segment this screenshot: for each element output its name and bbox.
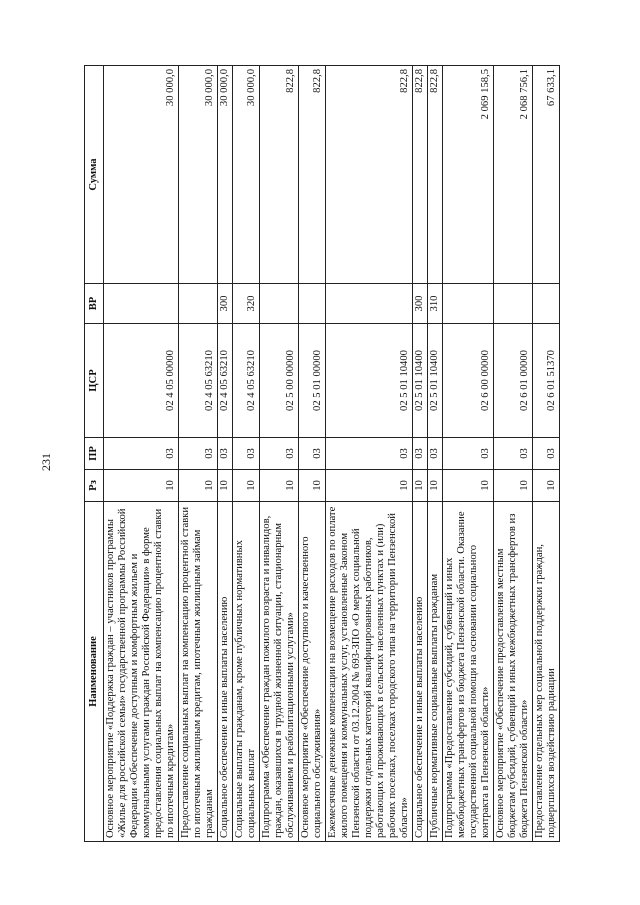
table-row (218, 66, 233, 842)
cell-name: Основное мероприятие «Поддержка граждан – участников программы «Жилье для российской семьи» государственной программы Российской Федерации «Обеспечение доступным и комфортным жильем и коммунальными услугами граждан Российской Федерации» в форме предоставления социальных выплат на компенсацию процентной ставки по ипотечным кредитам» (104, 502, 179, 842)
cell-rz: 10 (104, 470, 179, 502)
table-row (533, 66, 560, 842)
cell-rz: 10 (428, 470, 443, 502)
cell-name: Публичные нормативные социальные выплаты гражданам (428, 502, 443, 842)
cell-pr: 03 (179, 438, 218, 470)
table-row (494, 66, 533, 842)
cell-pr: 03 (494, 438, 533, 470)
cell-csr: 02 4 05 63210 (179, 324, 218, 438)
cell-pr: 03 (428, 438, 443, 470)
cell-pr: 03 (233, 438, 260, 470)
cell-sum: 822,8 (413, 66, 428, 284)
table-row (299, 66, 326, 842)
cell-vr (494, 284, 533, 324)
cell-rz: 10 (179, 470, 218, 502)
cell-csr: 02 4 05 63210 (233, 324, 260, 438)
header-csr: ЦСР (85, 324, 104, 438)
cell-pr: 03 (299, 438, 326, 470)
table-row (443, 66, 494, 842)
cell-csr: 02 5 01 10400 (428, 324, 443, 438)
cell-sum: 822,8 (299, 66, 326, 284)
cell-vr (260, 284, 299, 324)
cell-sum: 30 000,0 (104, 66, 179, 284)
header-vr: ВР (85, 284, 104, 324)
table-body (104, 66, 560, 842)
cell-sum: 67 633,1 (533, 66, 560, 284)
header-sum: Сумма (85, 66, 104, 284)
cell-vr (179, 284, 218, 324)
cell-sum: 2 069 158,5 (443, 66, 494, 284)
cell-sum: 822,8 (260, 66, 299, 284)
cell-name: Социальное обеспечение и иные выплаты населению (413, 502, 428, 842)
cell-csr: 02 6 01 51370 (533, 324, 560, 438)
cell-name: Основное мероприятие «Обеспечение доступного и качественного социального обслуживания» (299, 502, 326, 842)
cell-sum: 822,8 (326, 66, 413, 284)
header-rz: Рз (85, 470, 104, 502)
cell-sum: 30 000,0 (233, 66, 260, 284)
cell-vr: 310 (428, 284, 443, 324)
cell-vr (299, 284, 326, 324)
cell-csr: 02 5 01 10400 (413, 324, 428, 438)
cell-vr (443, 284, 494, 324)
cell-vr (326, 284, 413, 324)
cell-csr: 02 5 01 10400 (326, 324, 413, 438)
cell-vr: 300 (218, 284, 233, 324)
cell-name: Ежемесячные денежные компенсации на возмещение расходов по оплате жилого помещения и коммунальных услуг, установленные Законом Пензенской области от 03.12.2004 № 693-ЗПО «О мерах социальной поддержки отдельных категорий квалифицированных работников, работающих и проживающих в сельских населенных пунктах и (или) рабочих поселках, поселках городского типа на территории Пензенской области» (326, 502, 413, 842)
cell-rz: 10 (533, 470, 560, 502)
cell-sum: 822,8 (428, 66, 443, 284)
cell-name: Социальное обеспечение и иные выплаты населению (218, 502, 233, 842)
cell-pr: 03 (326, 438, 413, 470)
table-row (179, 66, 218, 842)
cell-name: Основное мероприятие «Обеспечение предоставления местным бюджетам субсидий, субвенций и иных межбюджетных трансфертов из бюджета Пензенской области» (494, 502, 533, 842)
cell-pr: 03 (218, 438, 233, 470)
table-row (260, 66, 299, 842)
cell-vr: 320 (233, 284, 260, 324)
cell-sum: 2 068 756,1 (494, 66, 533, 284)
cell-rz: 10 (299, 470, 326, 502)
cell-name: Подпрограмма «Обеспечение граждан пожилого возраста и инвалидов, граждан, оказавшихся в трудной жизненной ситуации, стационарным обслуживанием и реабилитационными услугами» (260, 502, 299, 842)
cell-pr: 03 (104, 438, 179, 470)
cell-csr: 02 4 05 63210 (218, 324, 233, 438)
cell-rz: 10 (443, 470, 494, 502)
cell-name: Предоставление отдельных мер социальной поддержки граждан, подвергшихся воздействию радиации (533, 502, 560, 842)
cell-pr: 03 (443, 438, 494, 470)
cell-rz: 10 (413, 470, 428, 502)
cell-pr: 03 (260, 438, 299, 470)
rotated-table-frame (84, 66, 557, 842)
budget-table (84, 65, 560, 842)
cell-vr (533, 284, 560, 324)
table-row (104, 66, 179, 842)
cell-sum: 30 000,0 (218, 66, 233, 284)
cell-csr: 02 5 00 00000 (260, 324, 299, 438)
cell-sum: 30 000,0 (179, 66, 218, 284)
cell-rz: 10 (218, 470, 233, 502)
cell-pr: 03 (413, 438, 428, 470)
cell-rz: 10 (494, 470, 533, 502)
cell-vr: 300 (413, 284, 428, 324)
cell-vr (104, 284, 179, 324)
cell-rz: 10 (233, 470, 260, 502)
page-number: 231 (39, 453, 53, 471)
cell-csr: 02 6 01 00000 (494, 324, 533, 438)
header-name: Наименование (85, 502, 104, 842)
table-row (326, 66, 413, 842)
cell-name: Социальные выплаты гражданам, кроме публичных нормативных социальных выплат (233, 502, 260, 842)
cell-rz: 10 (326, 470, 413, 502)
header-pr: ПР (85, 438, 104, 470)
cell-csr: 02 6 00 00000 (443, 324, 494, 438)
cell-rz: 10 (260, 470, 299, 502)
cell-csr: 02 4 05 00000 (104, 324, 179, 438)
cell-name: Предоставление социальных выплат на компенсацию процентной ставки по ипотечным жилищным кредитам, ипотечным жилищным займам гражданам (179, 502, 218, 842)
cell-csr: 02 5 01 00000 (299, 324, 326, 438)
cell-pr: 03 (533, 438, 560, 470)
cell-name: Подпрограмма «Предоставление субсидий, субвенций и иных межбюджетных трансфертов из бюджета Пензенской области. Оказание государственной социальной помощи на основании социального контракта в Пензенской области» (443, 502, 494, 842)
table-row (233, 66, 260, 842)
table-header-row (85, 66, 104, 842)
table-row (428, 66, 443, 842)
table-row (413, 66, 428, 842)
